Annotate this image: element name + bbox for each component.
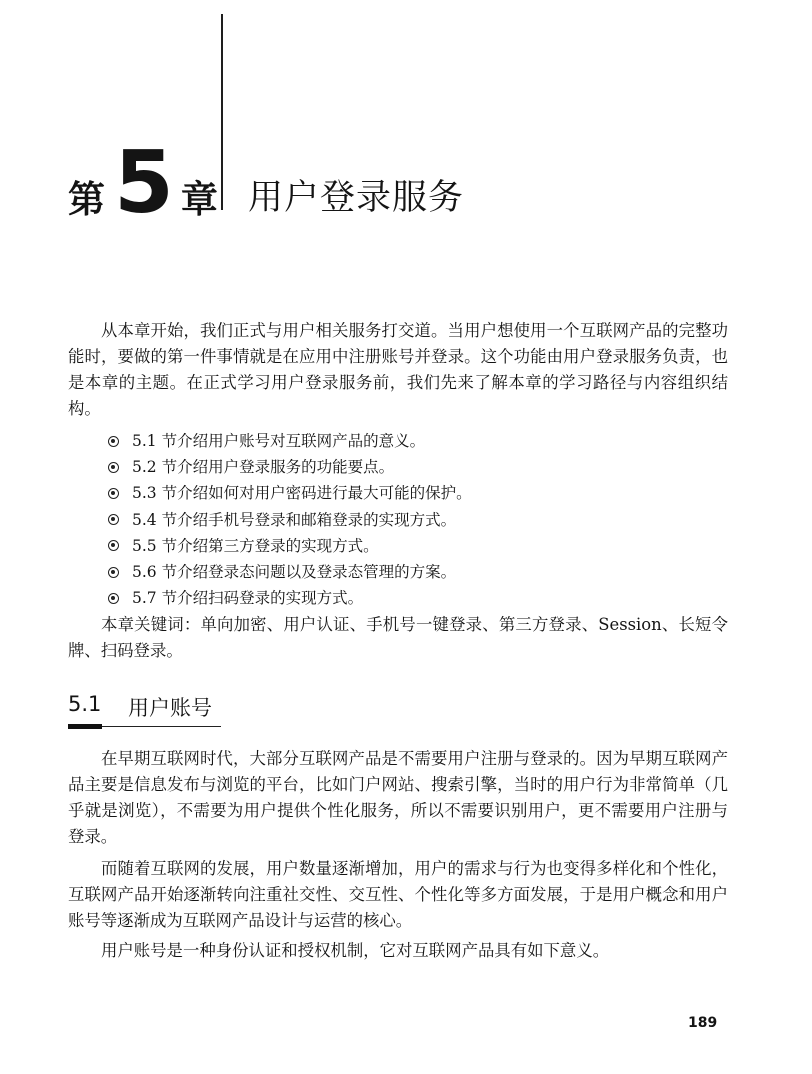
section-list: [108, 428, 472, 611]
section-heading: [68, 692, 212, 722]
chapter-label: [68, 133, 218, 233]
list-item-text: 5.1 节介绍用户账号对互联网产品的意义。: [132, 432, 426, 450]
list-item: [108, 480, 472, 506]
list-item-text: 5.4 节介绍手机号登录和邮箱登录的实现方式。: [132, 510, 457, 529]
bullet-icon: [108, 593, 119, 604]
body-paragraph: 而随着互联网的发展，用户数量逐渐增加，用户的需求与行为也变得多样化和个性化，互联网产品开始逐渐转向注重社交性、交互性、个性化等多方面发展，于是用户概念和用户账号等逐渐成为互联网产品设计与运营的核心。: [68, 859, 728, 930]
list-item-text: 5.2 节介绍用户登录服务的功能要点。: [132, 458, 395, 477]
list-item: [108, 507, 472, 533]
list-item: [108, 428, 472, 454]
chapter-prefix: 第: [68, 178, 105, 221]
list-item: [108, 559, 472, 585]
bullet-icon: [108, 540, 119, 551]
chapter-suffix: 章: [180, 178, 218, 221]
chapter-number: 5: [114, 133, 172, 233]
section-number: 5.1: [68, 692, 102, 716]
page-number: 189: [688, 1015, 718, 1031]
chapter-divider-rule: [221, 14, 223, 210]
bullet-icon: [108, 514, 119, 525]
list-item-text: 5.6 节介绍登录态问题以及登录态管理的方案。: [132, 563, 457, 582]
body-paragraph: 用户账号是一种身份认证和授权机制，它对互联网产品具有如下意义。: [101, 941, 610, 960]
list-item-text: 5.3 节介绍如何对用户密码进行最大可能的保护。: [132, 484, 472, 503]
section-underline-accent: [68, 724, 102, 729]
bullet-icon: [108, 488, 119, 499]
section-title: 用户账号: [128, 696, 212, 720]
list-item: [108, 533, 472, 559]
list-item-text: 5.5 节介绍第三方登录的实现方式。: [132, 536, 379, 555]
bullet-icon: [108, 436, 119, 447]
list-item: [108, 454, 472, 480]
list-item-text: 5.7 节介绍扫码登录的实现方式。: [132, 589, 364, 608]
keywords-paragraph: 本章关键词：单向加密、用户认证、手机号一键登录、第三方登录、Session、长短令牌、扫码登录。: [68, 615, 728, 660]
intro-paragraph: 从本章开始，我们正式与用户相关服务打交道。当用户想使用一个互联网产品的完整功能时，要做的第一件事情就是在应用中注册账号并登录。这个功能由用户登录服务负责，也是本章的主题。在正式学习用户登录服务前，我们先来了解本章的学习路径与内容组织结构。: [68, 321, 728, 418]
list-item: [108, 585, 472, 611]
chapter-title: 用户登录服务: [248, 178, 465, 218]
bullet-icon: [108, 462, 119, 473]
body-paragraph: 在早期互联网时代，大部分互联网产品是不需要用户注册与登录的。因为早期互联网产品主要是信息发布与浏览的平台，比如门户网站、搜索引擎，当时的用户行为非常简单（几乎就是浏览），不需要为用户提供个性化服务，所以不需要识别用户，更不需要用户注册与登录。: [68, 749, 728, 846]
bullet-icon: [108, 567, 119, 578]
